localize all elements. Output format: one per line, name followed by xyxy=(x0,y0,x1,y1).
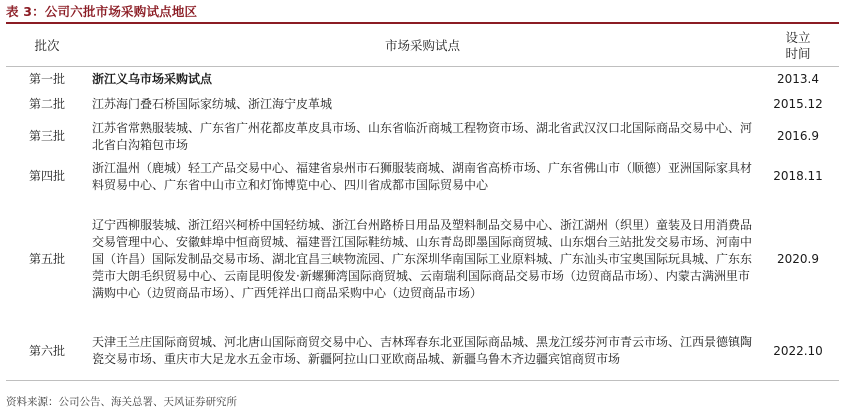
table-row xyxy=(6,322,839,381)
pilot-table xyxy=(6,25,839,381)
pilots-cell: 浙江温州（鹿城）轻工产品交易中心、福建省泉州市石狮服装商城、湖南省高桥市场、广东省佛山市（顺德）亚洲国际家具材料贸易中心、广东省中山市立和灯饰博览中心、四川省成都市国际贸易中心 xyxy=(88,157,757,197)
pilots-cell: 浙江义乌市场采购试点 xyxy=(88,67,757,92)
header-pilots: 市场采购试点 xyxy=(88,25,757,67)
batch-cell: 第二批 xyxy=(6,92,88,117)
header-date-line1: 设立 xyxy=(785,29,811,45)
table-row xyxy=(6,67,839,92)
batch-cell: 第四批 xyxy=(6,157,88,197)
header-row xyxy=(6,25,839,67)
date-cell: 2022.10 xyxy=(757,322,839,381)
date-cell: 2013.4 xyxy=(757,67,839,92)
date-cell: 2015.12 xyxy=(757,92,839,117)
date-cell: 2018.11 xyxy=(757,157,839,197)
header-batch: 批次 xyxy=(6,25,88,67)
table-row xyxy=(6,117,839,157)
batch-cell: 第一批 xyxy=(6,67,88,92)
batch-cell: 第三批 xyxy=(6,117,88,157)
table-row xyxy=(6,157,839,197)
source-note: 资料来源：公司公告、海关总署、天风证券研究所 xyxy=(6,396,237,408)
pilots-cell: 江苏省常熟服装城、广东省广州花都皮革皮具市场、山东省临沂商城工程物资市场、湖北省武汉汉口北国际商品交易中心、河北省白沟箱包市场 xyxy=(88,117,757,157)
pilots-cell: 天津王兰庄国际商贸城、河北唐山国际商贸交易中心、吉林珲春东北亚国际商品城、黑龙江绥芬河市青云市场、江西景德镇陶瓷交易市场、重庆市大足龙水五金市场、新疆阿拉山口亚欧商品城、新疆乌鲁木齐边疆宾馆商贸市场 xyxy=(88,322,757,381)
header-date-line2: 时间 xyxy=(785,45,811,61)
date-cell: 2020.9 xyxy=(757,197,839,322)
batch-cell: 第五批 xyxy=(6,197,88,322)
table-caption: 表 3：公司六批市场采购试点地区 xyxy=(6,4,198,19)
pilots-cell: 辽宁西柳服装城、浙江绍兴柯桥中国轻纺城、浙江台州路桥日用品及塑料制品交易中心、浙江湖州（织里）童装及日用消费品交易管理中心、安徽蚌埠中恒商贸城、福建晋江国际鞋纺城、山东青岛即墨国际商贸城、山东烟台三站批发交易市场、河南中国（许昌）国际发制品交易市场、湖北宜昌三峡物流园、广东深圳华南国际工业原料城、广东汕头市宝奥国际玩具城、广东东莞市大朗毛织贸易中心、云南昆明俊发·新螺狮湾国际商贸城、云南瑞利国际商品交易市场（边贸商品市场）、内蒙古满洲里市满购中心（边贸商品市场）、广西凭祥出口商品采购中心（边贸商品市场） xyxy=(88,197,757,322)
date-cell: 2016.9 xyxy=(757,117,839,157)
table-row xyxy=(6,92,839,117)
pilots-cell: 江苏海门叠石桥国际家纺城、浙江海宁皮革城 xyxy=(88,92,757,117)
batch-cell: 第六批 xyxy=(6,322,88,381)
table-row xyxy=(6,197,839,322)
top-rule xyxy=(6,22,839,24)
header-date xyxy=(757,25,839,67)
